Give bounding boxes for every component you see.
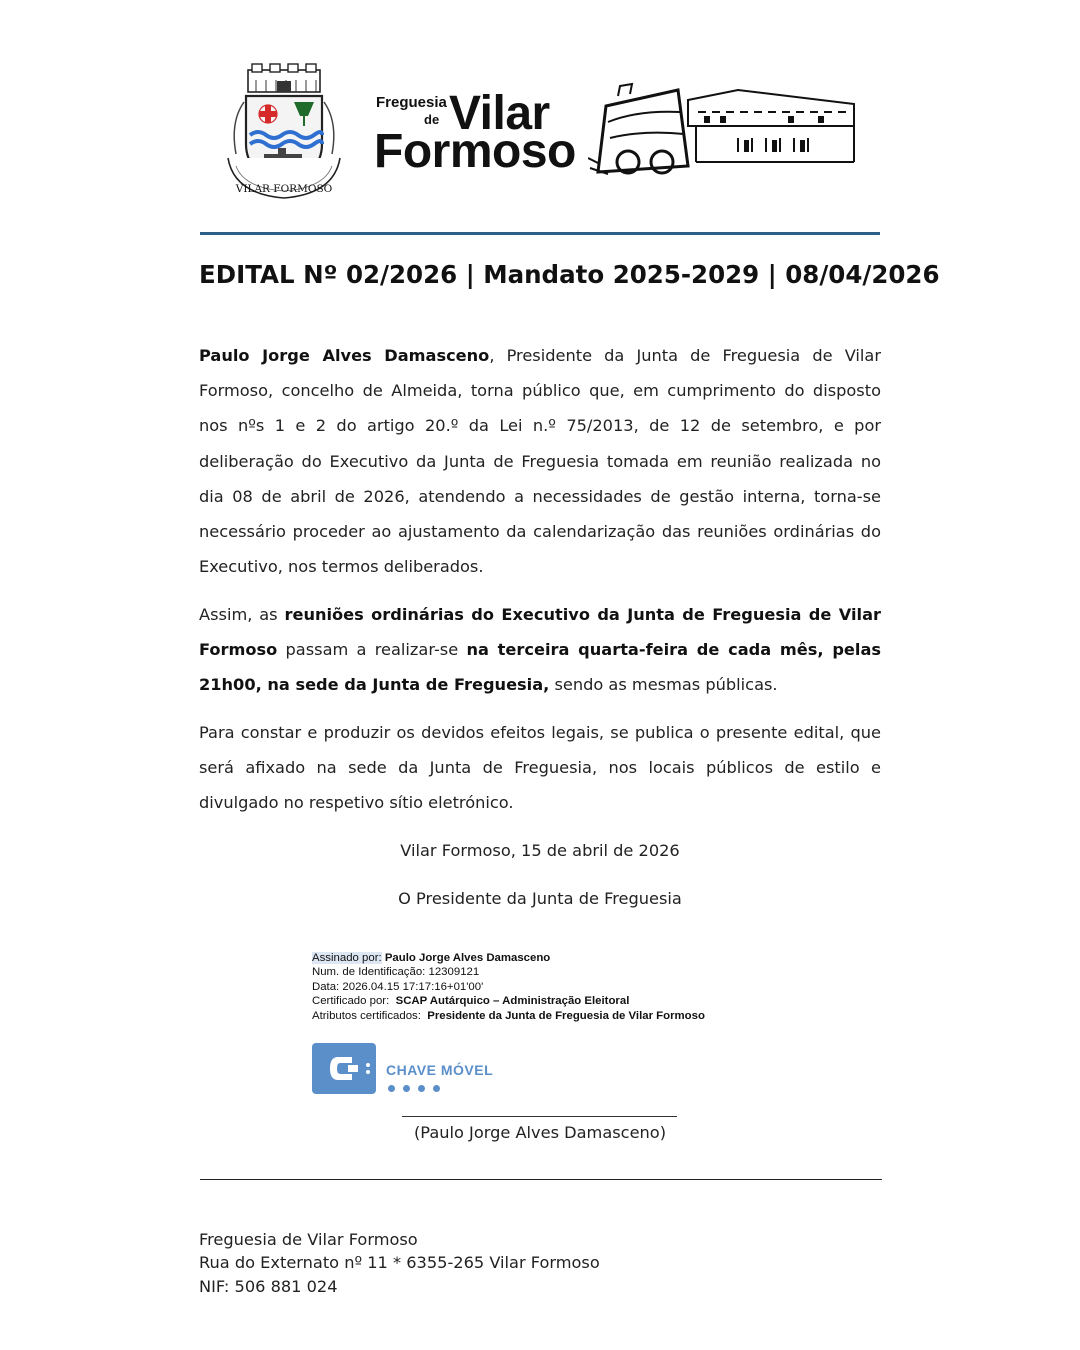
coat-of-arms-icon <box>222 62 346 202</box>
signer-role: O Presidente da Junta de Freguesia <box>398 889 682 908</box>
signature-attributes <box>312 1009 705 1024</box>
chave-movel-label: CHAVE MÓVEL <box>386 1062 494 1078</box>
cert-label: Certificado por: <box>312 995 390 1007</box>
signature-line <box>402 1116 677 1117</box>
signer-name: (Paulo Jorge Alves Damasceno) <box>413 1123 667 1142</box>
coat-of-arms-ribbon-text: VILAR FORMOSO <box>235 183 333 195</box>
paragraph-2-text-b: passam a realizar-se <box>277 640 467 660</box>
id-label: Num. de Identificação: <box>312 966 426 978</box>
signature-date <box>312 980 483 995</box>
brand-de: de <box>424 112 440 127</box>
signature-signed-by <box>312 951 550 966</box>
attr-label: Atributos certificados: <box>312 1010 421 1022</box>
president-name: Paulo Jorge Alves Damasceno <box>199 346 490 365</box>
footer-divider <box>200 1179 882 1180</box>
train-illustration-icon <box>588 82 858 178</box>
paragraph-3: Para constar e produzir os devidos efeitos legais, se publica o presente edital, que será afixado na sede da Junta de Freguesia, nos locais públicos de estilo e divulgado no respetivo sítio eletrónico. <box>199 723 881 813</box>
chave-dot-icon <box>388 1085 395 1092</box>
chave-dot-icon <box>433 1085 440 1092</box>
chave-movel-logo-icon <box>312 1043 376 1094</box>
chave-dot-icon <box>403 1085 410 1092</box>
signed-by-value: Paulo Jorge Alves Damasceno <box>384 952 551 964</box>
paragraph-1-text: , Presidente da Junta de Freguesia de Vilar Formoso, concelho de Almeida, torna público que, em cumprimento do disposto nos nºs 1 e 2 do artigo 20.º da Lei n.º 75/2013, de 12 de setembro, e por deliberação do Executivo da Junta de Freguesia tomada em reunião realizada no dia 08 de abril de 2026, atendendo a necessidades de gestão interna, torna-se necessário proceder ao ajustamento da calendarização das reuniões ordinárias do Executivo, nos termos deliberados. <box>199 346 881 577</box>
paragraph-1 <box>199 338 881 584</box>
paragraph-2-text-c: sendo as mesmas públicas. <box>549 675 778 695</box>
cert-value: SCAP Autárquico – Administração Eleitoral <box>395 995 630 1007</box>
header-divider <box>200 232 880 235</box>
brand-freguesia: Freguesia <box>376 94 447 111</box>
attr-value: Presidente da Junta de Freguesia de Vilar Formoso <box>427 1010 705 1022</box>
id-value: 12309121 <box>428 966 480 978</box>
brand-vilar: Vilar <box>449 87 550 140</box>
signature-certified-by <box>312 994 629 1009</box>
signature-id <box>312 965 479 980</box>
place-date: Vilar Formoso, 15 de abril de 2026 <box>400 841 680 860</box>
paragraph-2 <box>199 597 881 703</box>
paragraph-2-bold-a: reuniões ordinárias do Executivo da Junta de Freguesia de Vilar Formoso <box>199 605 881 660</box>
date-value: 2026.04.15 17:17:16+01'00' <box>342 981 484 993</box>
footer-address: Rua do Externato nº 11 * 6355-265 Vilar Formoso <box>199 1253 600 1272</box>
chave-movel-key-icon <box>312 1043 376 1094</box>
chave-dot-icon <box>418 1085 425 1092</box>
date-label: Data: <box>312 981 340 993</box>
signed-by-label: Assinado por: <box>312 952 382 964</box>
paragraph-2-text-a: Assim, as <box>199 605 285 624</box>
footer-name: Freguesia de Vilar Formoso <box>199 1230 418 1249</box>
footer-nif: NIF: 506 881 024 <box>199 1277 338 1296</box>
brand-formoso: Formoso <box>374 125 576 178</box>
paragraph-2-bold-b: na terceira quarta-feira de cada mês, pelas 21h00, na sede da Junta de Freguesia, <box>199 640 882 695</box>
page-title: EDITAL Nº 02/2026 | Mandato 2025-2029 | 08/04/2026 <box>199 260 940 289</box>
